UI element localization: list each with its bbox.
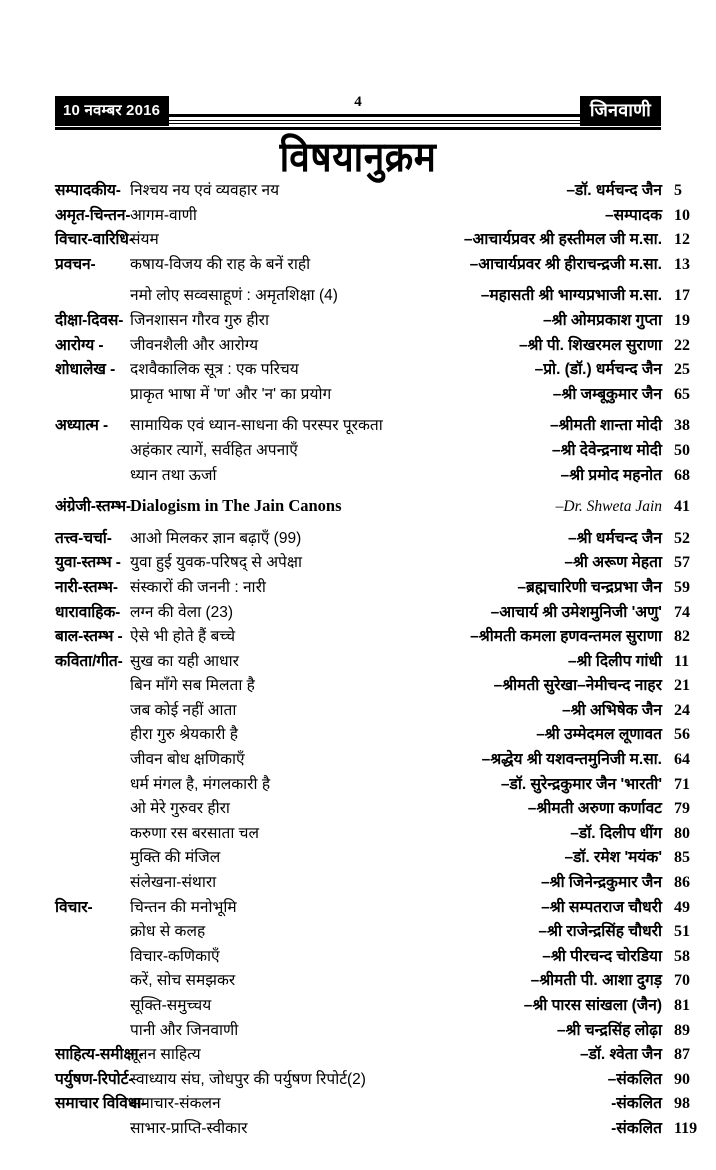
toc-row[interactable] [0, 796, 716, 821]
toc-article-title[interactable]: सूक्ति-समुच्चय [130, 997, 212, 1014]
toc-article-title[interactable]: समाचार-संकलन [130, 1095, 221, 1113]
toc-article-title[interactable]: पानी और जिनवाणी [130, 1021, 239, 1039]
toc-article-title[interactable]: ओ मेरे गुरुवर हीरा [130, 800, 230, 818]
toc-row-body [130, 600, 674, 622]
toc-author: –श्रीमती पी. आशा दुगड़ [530, 972, 662, 990]
toc-article-title[interactable]: जीवन बोध क्षणिकाएँ [130, 751, 245, 769]
toc-row[interactable] [0, 821, 716, 846]
toc-group-spacer [0, 519, 716, 526]
toc-page-number[interactable]: 25 [674, 361, 690, 379]
toc-page-number[interactable]: 68 [674, 466, 690, 484]
toc-row-body [130, 673, 674, 695]
toc-row-body [130, 747, 674, 769]
toc-row-body [130, 575, 674, 597]
toc-article-title[interactable]: ध्यान तथा ऊर्जा [130, 466, 217, 484]
toc-author: –श्रीमती सुरेखा–नेमीचन्द नाहर [493, 677, 662, 695]
toc-row-body [130, 796, 674, 818]
toc-page-number[interactable]: 41 [674, 498, 690, 516]
toc-article-title[interactable]: साभार-प्राप्ति-स्वीकार [130, 1119, 248, 1137]
toc-row[interactable] [0, 333, 716, 358]
toc-author: –श्रीमती शान्ता मोदी [549, 417, 662, 435]
toc-author: –डॉ. धर्मचन्द जैन [566, 182, 662, 199]
toc-article-title[interactable]: जीवनशैली और आरोग्य [130, 336, 259, 354]
folio-number: 4 [354, 94, 362, 110]
toc-row[interactable] [0, 526, 716, 551]
toc-page-number[interactable]: 119 [674, 1119, 698, 1137]
toc-row[interactable] [0, 698, 716, 723]
toc-category: समाचार विविधा- [55, 1095, 147, 1113]
toc-row-body [130, 772, 674, 794]
toc-author: –श्री उम्मेदमल लूणावत [536, 726, 662, 744]
toc-page-number[interactable]: 80 [674, 824, 690, 842]
toc-page-number[interactable]: 5 [674, 182, 682, 199]
toc-author: –महासती श्री भाग्यप्रभाजी म.सा. [480, 287, 662, 305]
toc-row-body [130, 1018, 674, 1040]
toc-category: प्रवचन- [55, 255, 96, 273]
toc-row[interactable] [0, 673, 716, 698]
toc-category: युवा-स्तम्भ - [55, 554, 121, 572]
toc-row[interactable] [0, 1116, 716, 1141]
toc-article-title[interactable]: प्राकृत भाषा में 'ण' और 'न' का प्रयोग [130, 385, 332, 403]
toc-row[interactable] [0, 438, 716, 463]
toc-author: -संकलित [611, 1119, 662, 1137]
toc-author: –श्री ओमप्रकाश गुप्ता [543, 311, 662, 329]
toc-page-number[interactable]: 10 [674, 206, 690, 224]
toc-article-title[interactable]: नूतन साहित्य [130, 1046, 201, 1064]
toc-row[interactable] [0, 382, 716, 407]
toc-row-body [130, 550, 674, 572]
toc-row[interactable] [0, 649, 716, 674]
toc-page-number[interactable]: 51 [674, 923, 690, 941]
toc-author: –आचार्यप्रवर श्री हीराचन्द्रजी म.सा. [469, 255, 662, 273]
toc-author: –श्री अरूण मेहता [564, 554, 662, 572]
toc-page-number[interactable]: 89 [674, 1021, 690, 1039]
toc-page-number[interactable]: 17 [674, 287, 690, 305]
toc-author: –प्रो. (डॉ.) धर्मचन्द जैन [534, 361, 662, 379]
toc-page-number[interactable]: 52 [674, 529, 690, 547]
toc-author: –डॉ. दिलीप धींग [570, 824, 662, 842]
toc-author: –श्रीमती कमला हणवन्तमल सुराणा [470, 628, 662, 646]
toc-article-title[interactable]: अहंकार त्यागें, सर्वहित अपनाएँ [130, 441, 298, 459]
toc-article-title[interactable]: धर्म मंगल है, मंगलकारी है [130, 775, 271, 793]
toc-category: सम्पादकीय- [55, 182, 121, 199]
toc-article-title[interactable]: आगम-वाणी [130, 206, 197, 224]
toc-row[interactable] [0, 600, 716, 625]
toc-row[interactable] [0, 308, 716, 333]
toc-article-title[interactable]: ऐसे भी होते हैं बच्चे [130, 628, 236, 646]
toc-category: अंग्रेजी-स्तम्भ- [55, 498, 131, 516]
toc-author: –Dr. Shweta Jain [555, 498, 662, 516]
toc-row-body [130, 357, 674, 379]
toc-article-title[interactable]: मुक्ति की मंजिल [130, 849, 221, 867]
toc-row-body [130, 308, 674, 330]
toc-category: विचार- [55, 898, 93, 916]
toc-row[interactable] [0, 968, 716, 993]
toc-page-number[interactable]: 98 [674, 1095, 690, 1113]
toc-author: –सम्पादक [605, 206, 662, 224]
toc-page-number[interactable]: 90 [674, 1070, 690, 1088]
toc-category: विचार-वारिधि- [55, 231, 134, 249]
toc-category: धारावाहिक- [55, 603, 121, 621]
toc-page-number[interactable]: 59 [674, 578, 690, 596]
toc-category: अध्यात्म - [55, 417, 109, 435]
toc-row-body [130, 698, 674, 720]
toc-article-title[interactable]: सामायिक एवं ध्यान-साधना की परस्पर पूरकता [130, 417, 383, 435]
toc-article-title[interactable]: संलेखना-संथारा [130, 874, 217, 892]
toc-author: –श्री पीरचन्द चोरडिया [542, 947, 662, 965]
toc-row[interactable] [0, 494, 716, 519]
toc-article-title[interactable]: दशवैकालिक सूत्र : एक परिचय [130, 361, 299, 379]
toc-page-number[interactable]: 11 [674, 652, 690, 670]
toc-page-number[interactable]: 49 [674, 898, 690, 916]
toc-author: –श्रीमती अरुणा कर्णावट [527, 800, 662, 818]
toc-page-number[interactable]: 19 [674, 311, 690, 329]
toc-category: आरोग्य - [55, 336, 104, 354]
toc-author: –श्री सम्पतराज चौधरी [541, 898, 662, 916]
toc-row-body [130, 870, 674, 892]
toc-row[interactable] [0, 870, 716, 895]
toc-author: –श्रद्धेय श्री यशवन्तमुनिजी म.सा. [481, 751, 662, 769]
toc-row-body [130, 944, 674, 966]
toc-author: –संकलित [607, 1070, 662, 1088]
toc-row-body [130, 895, 674, 917]
toc-author: –श्री प्रमोद महनोत [560, 466, 662, 484]
toc-row[interactable] [0, 1018, 716, 1043]
toc-author: –ब्रह्मचारिणी चन्द्रप्रभा जैन [517, 578, 662, 596]
toc-row-body [130, 333, 674, 355]
toc-page-number[interactable]: 13 [674, 255, 690, 273]
toc-category: साहित्य-समीक्षा- [55, 1046, 144, 1064]
toc-group-spacer [0, 487, 716, 494]
toc-page-number[interactable]: 12 [674, 231, 690, 249]
toc-article-title[interactable]: आओ मिलकर ज्ञान बढ़ाएँ (99) [130, 529, 302, 547]
toc-article-title[interactable]: हीरा गुरु श्रेयकारी है [130, 726, 238, 744]
issue-date: 10 नवम्बर 2016 [55, 96, 169, 126]
toc-row[interactable] [0, 919, 716, 944]
toc-author: –श्री देवेन्द्रनाथ मोदी [551, 441, 662, 459]
toc-row-body [130, 1067, 674, 1089]
toc-author: –डॉ. श्वेता जैन [579, 1046, 662, 1064]
toc-category: शोधालेख - [55, 361, 116, 379]
toc-row-body [130, 649, 674, 671]
toc-article-title[interactable]: बिन माँगे सब मिलता है [130, 677, 255, 695]
toc-row[interactable] [0, 203, 716, 228]
toc-author: –श्री धर्मचन्द जैन [568, 529, 662, 547]
toc-page-number[interactable]: 57 [674, 554, 690, 572]
toc-page-number[interactable]: 56 [674, 726, 690, 744]
toc-row-body [130, 526, 674, 548]
toc-row[interactable] [0, 550, 716, 575]
table-of-contents [0, 178, 716, 1141]
toc-author: –श्री जम्बूकुमार जैन [552, 385, 662, 403]
toc-article-title[interactable]: संयम [130, 231, 159, 249]
toc-author: -संकलित [611, 1095, 662, 1113]
toc-article-title[interactable]: संस्कारों की जननी : नारी [130, 578, 266, 596]
toc-article-title[interactable]: करें, सोच समझकर [130, 972, 236, 990]
toc-article-title[interactable]: युवा हुई युवक-परिषद् से अपेक्षा [130, 554, 302, 572]
toc-row[interactable] [0, 624, 716, 649]
toc-author: –आचार्यप्रवर श्री हस्तीमल जी म.सा. [463, 231, 662, 249]
toc-row-body [130, 283, 674, 305]
toc-page-number[interactable]: 50 [674, 441, 690, 459]
toc-group-spacer [0, 276, 716, 283]
toc-row[interactable] [0, 772, 716, 797]
toc-category: पर्युषण-रिपोर्ट- [55, 1070, 134, 1088]
toc-group-spacer [0, 406, 716, 413]
toc-page-number[interactable]: 85 [674, 849, 690, 867]
toc-author: –श्री जिनेन्द्रकुमार जैन [541, 874, 662, 892]
toc-category: दीक्षा-दिवस- [55, 311, 124, 329]
toc-row-body [130, 1042, 674, 1064]
toc-row-body [130, 252, 674, 274]
toc-article-title[interactable]: चिन्तन की मनोभूमि [130, 898, 237, 916]
toc-page-number[interactable]: 74 [674, 603, 690, 621]
toc-row-body [130, 1116, 674, 1138]
toc-row-body [130, 1091, 674, 1113]
toc-row-body [130, 496, 674, 516]
toc-article-title[interactable]: कषाय-विजय की राह के बनें राही [130, 255, 311, 273]
toc-article-title[interactable]: जिनशासन गौरव गुरु हीरा [130, 311, 269, 329]
toc-page-number[interactable]: 58 [674, 947, 690, 965]
toc-row[interactable] [0, 227, 716, 252]
toc-row[interactable] [0, 463, 716, 488]
toc-category: तत्त्व-चर्चा- [55, 529, 112, 547]
toc-article-title[interactable]: क्रोध से कलह [130, 923, 206, 941]
toc-article-title[interactable]: विचार-कणिकाएँ [130, 947, 220, 965]
toc-page-number[interactable]: 22 [674, 336, 690, 354]
toc-row-body [130, 624, 674, 646]
toc-author: –डॉ. सुरेन्द्रकुमार जैन 'भारती' [500, 775, 662, 793]
toc-row-body [130, 227, 674, 249]
toc-article-title[interactable]: जब कोई नहीं आता [130, 701, 237, 719]
toc-row-body [130, 413, 674, 435]
toc-row-body [130, 919, 674, 941]
toc-row[interactable] [0, 845, 716, 870]
toc-page-number[interactable]: 24 [674, 701, 690, 719]
toc-row[interactable] [0, 993, 716, 1018]
toc-row[interactable] [0, 413, 716, 438]
toc-article-title[interactable]: लग्न की वेला (23) [130, 603, 234, 621]
toc-page-number[interactable]: 87 [674, 1046, 690, 1064]
toc-author: –श्री चन्द्रसिंह लोढ़ा [556, 1021, 662, 1039]
toc-row[interactable] [0, 357, 716, 382]
page-title: विषयानुक्रम [279, 133, 437, 180]
toc-row[interactable] [0, 283, 716, 308]
toc-row-body [130, 968, 674, 990]
toc-page-number[interactable]: 38 [674, 417, 690, 435]
magazine-name: जिनवाणी [580, 96, 661, 126]
toc-row[interactable] [0, 178, 716, 203]
toc-row-body [130, 845, 674, 867]
toc-article-title[interactable]: Dialogism in The Jain Canons [130, 496, 342, 516]
toc-page-number[interactable]: 64 [674, 751, 690, 769]
toc-author: –श्री पारस सांखला (जैन) [523, 997, 662, 1014]
toc-author: –आचार्य श्री उमेशमुनिजी 'अणु' [490, 603, 662, 621]
toc-category: अमृत-चिन्तन- [55, 206, 131, 224]
toc-row[interactable] [0, 895, 716, 920]
toc-author: –श्री अभिषेक जैन [562, 701, 662, 719]
toc-author: –डॉ. रमेश 'मयंक' [564, 849, 662, 867]
toc-page-number[interactable]: 82 [674, 628, 690, 646]
toc-page-number[interactable]: 65 [674, 385, 690, 403]
toc-row[interactable] [0, 575, 716, 600]
toc-category: कविता/गीत- [55, 652, 123, 670]
toc-row-body [130, 722, 674, 744]
toc-row-body [130, 438, 674, 460]
toc-page-number[interactable]: 79 [674, 800, 690, 818]
toc-row-body [130, 203, 674, 225]
toc-page-number[interactable]: 71 [674, 775, 690, 793]
toc-row[interactable] [0, 747, 716, 772]
toc-row[interactable] [0, 1067, 716, 1092]
toc-page-number[interactable]: 70 [674, 972, 690, 990]
toc-author: –श्री राजेन्द्रसिंह चौधरी [538, 923, 662, 941]
toc-page-number[interactable]: 81 [674, 997, 690, 1014]
toc-category: नारी-स्तम्भ- [55, 578, 118, 596]
toc-article-title[interactable]: निश्चय नय एवं व्यवहार नय [130, 182, 280, 199]
toc-row-body [130, 993, 674, 1015]
toc-row[interactable] [0, 1042, 716, 1067]
toc-row[interactable] [0, 722, 716, 747]
toc-row-body [130, 463, 674, 485]
toc-row[interactable] [0, 1091, 716, 1116]
toc-category: बाल-स्तम्भ - [55, 628, 123, 646]
toc-article-title[interactable]: नमो लोए सव्वसाहूणं : अमृतशिक्षा (4) [130, 287, 338, 305]
toc-row-body [130, 821, 674, 843]
toc-row-body [130, 382, 674, 404]
toc-row-body [130, 178, 674, 200]
toc-author: –श्री पी. शिखरमल सुराणा [518, 336, 662, 354]
toc-page-number[interactable]: 21 [674, 677, 690, 695]
toc-page-number[interactable]: 86 [674, 874, 690, 892]
toc-author: –श्री दिलीप गांधी [567, 652, 662, 670]
toc-row[interactable] [0, 944, 716, 969]
toc-article-title[interactable]: स्वाध्याय संघ, जोधपुर की पर्युषण रिपोर्ट(2) [130, 1070, 366, 1088]
toc-article-title[interactable]: सुख का यही आधार [130, 652, 239, 670]
toc-article-title[interactable]: करुणा रस बरसाता चल [130, 824, 260, 842]
toc-row[interactable] [0, 252, 716, 277]
